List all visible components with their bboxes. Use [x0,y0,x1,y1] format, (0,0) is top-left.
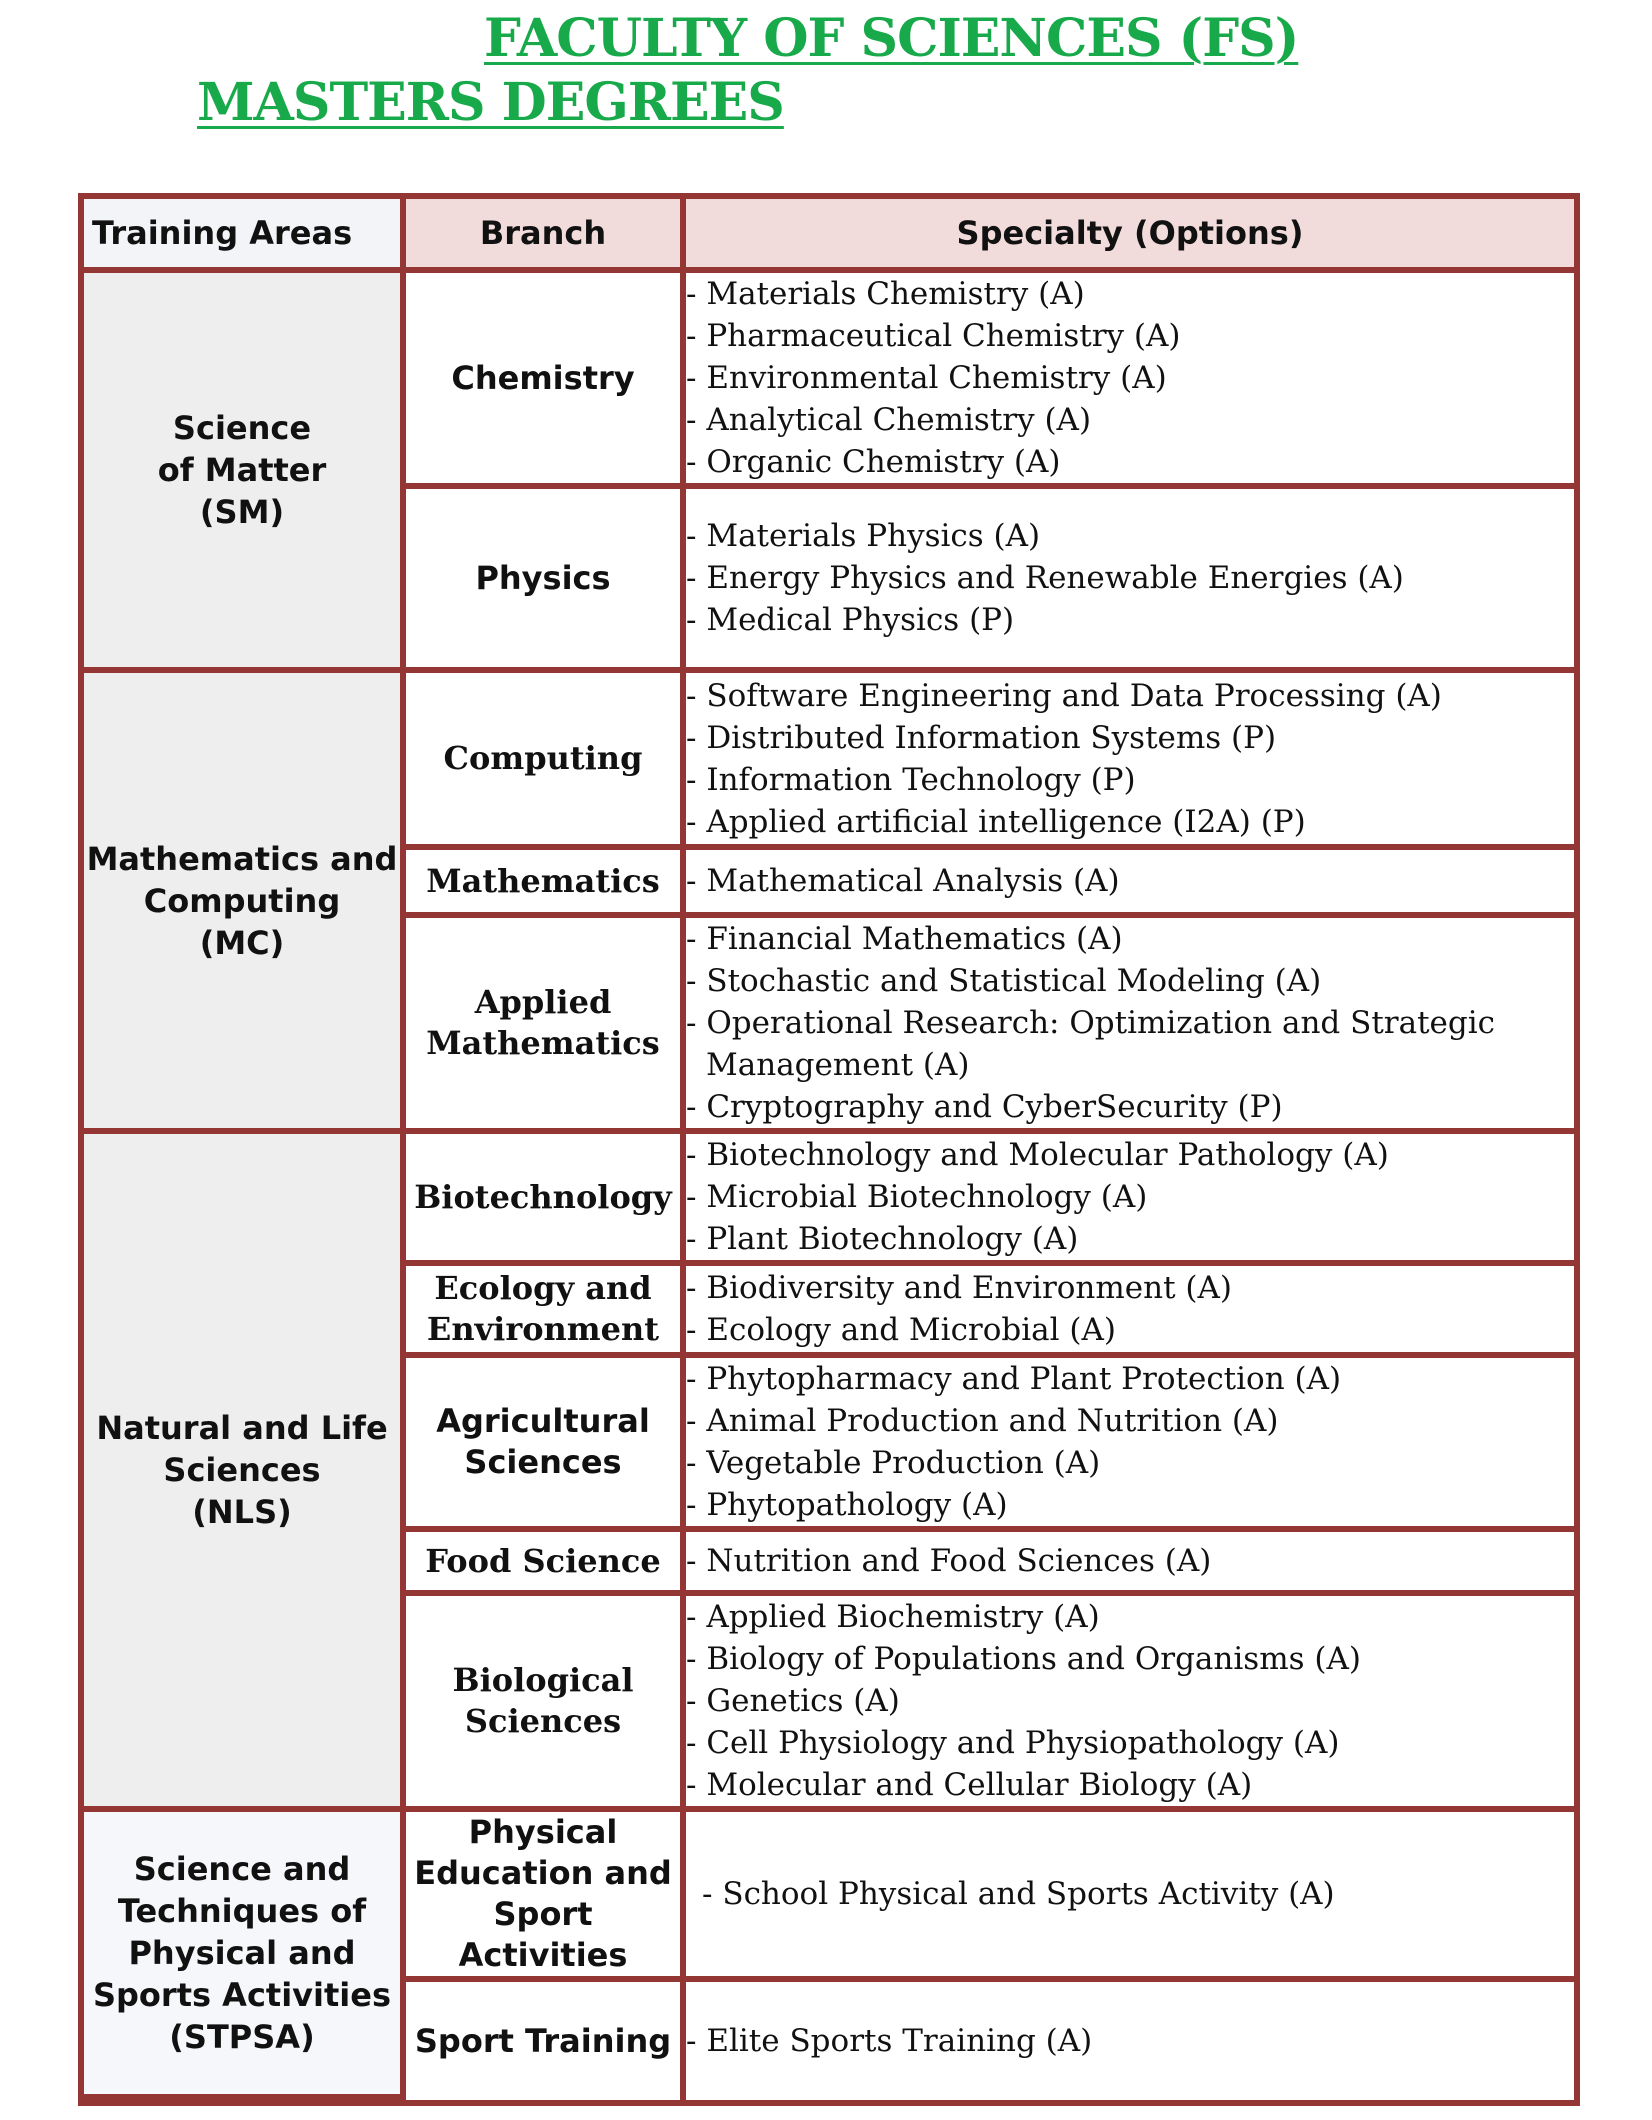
specialty-item: - Mathematical Analysis (A) [686,863,1120,899]
label-line: Physics [475,558,611,597]
specialty-list-agricultural-sciences [686,1358,1574,1532]
branch-applied-mathematics [406,918,686,1134]
specialty-item: - Cell Physiology and Physiopathology (A) [686,1725,1340,1761]
label-line: Biological [452,1661,634,1699]
specialty-item: - Vegetable Production (A) [686,1445,1101,1481]
specialty-list-sport-training [686,1982,1574,2100]
table-row [84,1812,1574,1982]
label-line: (SM) [199,493,285,531]
label-line: Environment [426,1310,660,1348]
branch-mathematics [406,850,686,918]
label-line: Sciences [464,1443,622,1481]
label-line: Science and [133,1850,351,1888]
specialty-item: - Materials Chemistry (A) [686,276,1085,312]
specialty-item: - Biodiversity and Environment (A) [686,1270,1232,1306]
label-line: Computing [443,739,643,777]
specialty-item: - Phytopathology (A) [686,1487,1008,1523]
area-natural-and-life-sciences [84,1134,406,1812]
label-line: Sports Activities [92,1976,392,2014]
area-stpsa [84,1812,406,2100]
specialty-list-chemistry [686,273,1574,489]
specialty-list-physics [686,489,1574,673]
branch-biotechnology [406,1134,686,1266]
specialty-item: - Organic Chemistry (A) [686,444,1061,480]
branch-ecology-and-environment [406,1266,686,1358]
label-line: (STPSA) [169,2018,315,2056]
specialty-item: - Biology of Populations and Organisms (A) [686,1641,1361,1677]
specialty-item: - Distributed Information Systems (P) [686,719,1277,756]
branch-agricultural-sciences [406,1358,686,1532]
specialty-item: - Phytopharmacy and Plant Protection (A) [686,1361,1342,1397]
specialty-item: - Operational Research: Optimization and Strategic Management (A) [686,1005,1496,1083]
label-line: Computing [143,881,341,920]
specialty-item: - Microbial Biotechnology (A) [686,1179,1148,1215]
specialty-item: - Environmental Chemistry (A) [686,360,1167,396]
specialty-item: - Genetics (A) [686,1683,900,1719]
specialty-item: - Pharmaceutical Chemistry (A) [686,318,1181,354]
specialty-item: - Molecular and Cellular Biology (A) [686,1767,1253,1803]
label-line: (MC) [199,923,285,962]
label-line: Sciences [464,1702,622,1740]
label-line: Natural and Life [96,1409,388,1447]
branch-chemistry [406,273,686,489]
label-line: Education and [414,1854,672,1892]
label-line: Chemistry [451,358,635,397]
specialty-item: - Applied Biochemistry (A) [686,1599,1100,1635]
label-line: Techniques of [117,1892,367,1930]
specialty-list-applied-mathematics [686,918,1574,1134]
specialty-item: - Financial Mathematics (A) [686,921,1123,957]
specialty-list-ecology-and-environment [686,1266,1574,1358]
specialty-item: - School Physical and Sports Activity (A) [702,1876,1335,1912]
specialty-item: - Software Engineering and Data Processing (A) [686,677,1442,714]
specialty-list-biological-sciences [686,1596,1574,1812]
specialty-item: - Animal Production and Nutrition (A) [686,1403,1279,1439]
specialty-item: - Energy Physics and Renewable Energies (A) [686,560,1404,596]
area-mathematics-and-computing [84,673,406,1134]
label-line: (NLS) [192,1493,292,1531]
header-training-areas: Training Areas [84,199,406,273]
branch-computing [406,673,686,850]
header-branch: Branch [406,199,686,273]
branch-sport-training [406,1982,686,2100]
table-row [84,273,1574,489]
branch-physical-education [406,1812,686,1982]
specialty-item: - Plant Biotechnology (A) [686,1221,1079,1257]
label-line: Ecology and [434,1269,652,1307]
label-line: Biotechnology [414,1177,672,1216]
label-line: Food Science [425,1541,661,1580]
label-line: Physical [468,1813,618,1851]
specialty-list-mathematics [686,850,1574,918]
label-line: Applied [474,983,612,1021]
label-line: Mathematics [426,1024,660,1062]
specialty-item: - Medical Physics (P) [686,602,1015,638]
specialty-list-physical-education [686,1812,1574,1982]
specialty-item: - Ecology and Microbial (A) [686,1312,1117,1348]
label-line: Sciences [163,1451,321,1489]
header-specialty: Specialty (Options) [686,199,1574,273]
label-line: Sport Training [414,2021,672,2060]
area-science-of-matter [84,273,406,673]
label-line: Science [172,409,312,447]
label-line: Physical and [128,1934,356,1972]
label-line: Mathematics [426,861,660,900]
masters-degrees-table [78,193,1580,2106]
table-row [84,1134,1574,1266]
table-header-row [84,199,1574,273]
label-line: of Matter [157,451,327,489]
specialty-list-biotechnology [686,1134,1574,1266]
branch-food-science [406,1532,686,1596]
specialty-item: - Materials Physics (A) [686,518,1041,554]
specialty-item: - Stochastic and Statistical Modeling (A) [686,963,1322,999]
specialty-list-food-science [686,1532,1574,1596]
specialty-item: - Cryptography and CyberSecurity (P) [686,1089,1283,1125]
label-line: Agricultural [436,1402,650,1440]
label-line: Sport Activities [458,1895,628,1974]
specialty-list-computing [686,673,1574,850]
faculty-title: FACULTY OF SCIENCES (FS) [484,8,1299,69]
label-line: Mathematics and [86,839,398,878]
specialty-item: - Nutrition and Food Sciences (A) [686,1543,1212,1579]
specialty-item: - Biotechnology and Molecular Pathology (A) [686,1137,1389,1173]
masters-degrees-title: MASTERS DEGREES [197,72,784,133]
specialty-item: - Elite Sports Training (A) [686,2023,1093,2059]
specialty-item: - Analytical Chemistry (A) [686,402,1092,438]
branch-physics [406,489,686,673]
specialty-item: - Information Technology (P) [686,761,1136,798]
specialty-item: - Applied artificial intelligence (I2A) (P) [686,803,1306,840]
branch-biological-sciences [406,1596,686,1812]
table-row [84,673,1574,850]
